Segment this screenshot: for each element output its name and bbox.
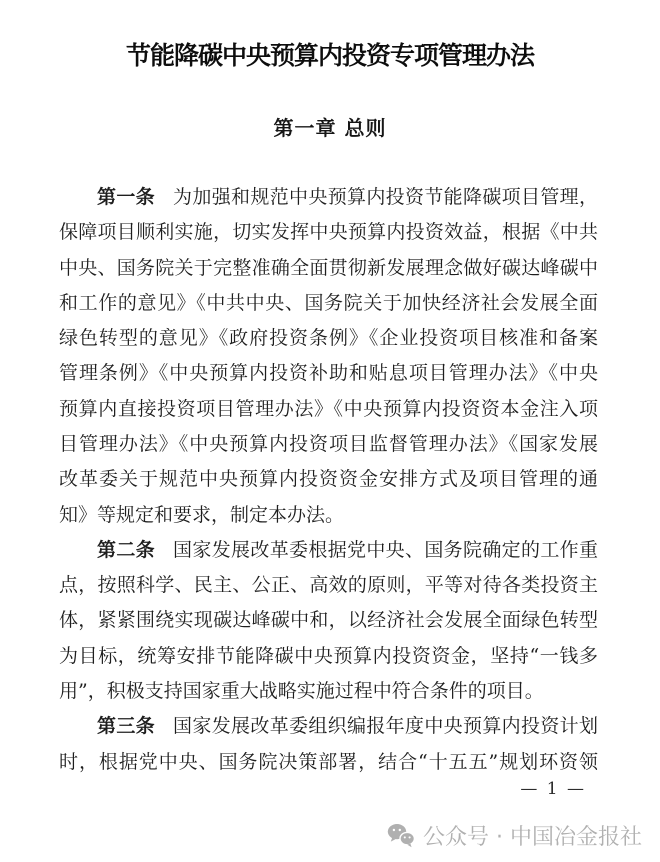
watermark-text: 公众号 · 中国冶金报社	[423, 825, 642, 850]
body-line: 改革委关于规范中央预算内投资资金安排方式及项目管理的通	[59, 468, 598, 491]
body-line: 知》等规定和要求，制定本办法。	[59, 503, 345, 526]
body-line: 保障项目顺利实施，切实发挥中央预算内投资效益，根据《中共	[59, 221, 598, 244]
document-body	[59, 180, 598, 780]
body-line: 目管理办法》《中央预算内投资项目监督管理办法》《国家发展	[59, 432, 598, 455]
body-line: 用”，积极支持国家重大战略实施过程中符合条件的项目。	[59, 679, 544, 702]
body-line: 管理条例》《中央预算内投资补助和贴息项目管理办法》《中央	[59, 362, 598, 385]
article-number: 第一条	[97, 186, 155, 208]
wechat-icon	[387, 823, 415, 848]
body-line: 绿色转型的意见》《政府投资条例》《企业投资项目核准和备案	[59, 327, 598, 350]
body-line: 预算内直接投资项目管理办法》《中央预算内投资资本金注入项	[59, 397, 598, 420]
body-line: 中央、国务院关于完整准确全面贯彻新发展理念做好碳达峰碳中	[59, 256, 598, 279]
chapter-heading: 第一章 总则	[273, 116, 387, 140]
document-title: 节能降碳中央预算内投资专项管理办法	[125, 41, 534, 70]
body-line: 体，紧紧围绕实现碳达峰碳中和，以经济社会发展全面绿色转型	[59, 609, 598, 632]
body-line: 点，按照科学、民主、公正、高效的原则，平等对待各类投资主	[59, 574, 598, 597]
article-number: 第三条	[97, 715, 155, 738]
article-number: 第二条	[97, 538, 155, 561]
body-line: 为目标，统筹安排节能降碳中央预算内投资资金，坚持“一钱多	[59, 644, 598, 667]
page-number: — 1 —	[520, 779, 586, 799]
body-line: 第二条 国家发展改革委根据党中央、国务院确定的工作重	[97, 538, 598, 561]
body-line: 第三条 国家发展改革委组织编报年度中央预算内投资计划	[97, 715, 598, 738]
watermark	[387, 820, 642, 851]
body-line: 第一条 为加强和规范中央预算内投资节能降碳项目管理，	[97, 186, 598, 208]
body-line: 时，根据党中央、国务院决策部署，结合“十五五”规划环资领	[59, 750, 598, 773]
body-line: 和工作的意见》《中共中央、国务院关于加快经济社会发展全面	[59, 291, 598, 314]
